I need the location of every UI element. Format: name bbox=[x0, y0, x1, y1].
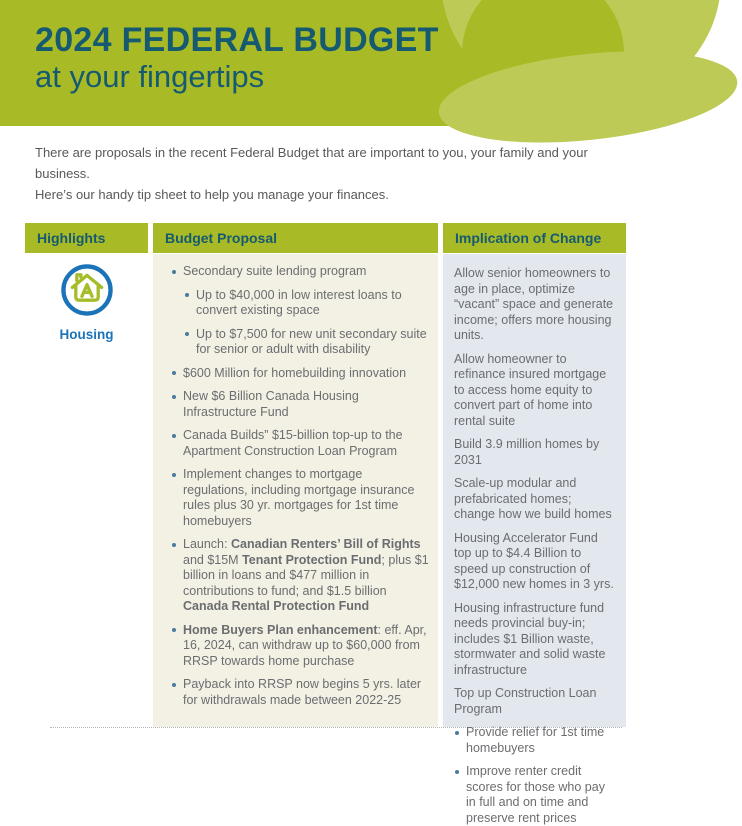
implication-paragraph: Allow homeowner to refinance insured mortgage to access home equity to convert part of home into rental suite bbox=[454, 351, 607, 428]
implication-paragraph: Build 3.9 million homes by 2031 bbox=[454, 437, 600, 467]
intro-line-1: There are proposals in the recent Federal Budget that are important to you, your family and your business. bbox=[35, 145, 588, 181]
implication-paragraph: Top up Construction Loan Program bbox=[454, 686, 597, 716]
implication-paragraph: Housing infrastructure fund needs provincial buy-in; includes $1 Billion waste, stormwater and solid waste infrastructure bbox=[454, 600, 606, 677]
proposal-bullet: Payback into RRSP now begins 5 yrs. later for withdrawals made between 2022-25 bbox=[171, 677, 430, 708]
page-subtitle: at your fingertips bbox=[35, 59, 265, 94]
implication-paragraph: Allow senior homeowners to age in place, optimize “vacant” space and generate income; offers more housing units. bbox=[454, 266, 614, 342]
proposal-sub-bullet: Up to $7,500 for new unit secondary suite for senior or adult with disability bbox=[184, 327, 430, 358]
implication-paragraph: Scale-up modular and prefabricated homes; change how we build homes bbox=[454, 476, 612, 521]
intro-line-2: Here’s our handy tip sheet to help you manage your finances. bbox=[35, 187, 389, 202]
table-header-row bbox=[25, 223, 626, 253]
implication-bullet: Improve renter credit scores for those who pay in full and on time and preserve rent prices bbox=[454, 764, 614, 826]
implication-cell bbox=[443, 254, 626, 825]
budget-table bbox=[25, 223, 626, 825]
header-budget-proposal: Budget Proposal bbox=[153, 223, 438, 253]
proposal-list bbox=[171, 264, 430, 708]
proposal-bullet: Secondary suite lending program bbox=[171, 264, 430, 280]
proposal-bullet: Canada Builds” $15-billion top-up to the Apartment Construction Loan Program bbox=[171, 428, 430, 459]
proposal-sub-bullet: Up to $40,000 in low interest loans to convert existing space bbox=[184, 288, 430, 319]
proposal-bullet: New $6 Billion Canada Housing Infrastructure Fund bbox=[171, 389, 430, 420]
header-highlights: Highlights bbox=[25, 223, 148, 253]
table-body-row bbox=[25, 254, 626, 825]
proposal-bullet: Home Buyers Plan enhancement: eff. Apr, 16, 2024, can withdraw up to $60,000 from RRSP towards home purchase bbox=[171, 623, 430, 670]
header-implication-of-change: Implication of Change bbox=[443, 223, 626, 253]
page-title: 2024 FEDERAL BUDGET bbox=[35, 21, 439, 59]
implication-paragraph: Housing Accelerator Fund top up to $4.4 Billion to speed up construction of $12,000 new homes in 3 yrs. bbox=[454, 530, 614, 591]
proposal-bullet: Launch: Canadian Renters’ Bill of Rights and $15M Tenant Protection Fund; plus $1 billion in loans and $477 million in contributions to fund; and $1.5 billion Canada Rental Protection Fund bbox=[171, 537, 430, 615]
highlight-label: Housing bbox=[59, 327, 114, 342]
budget-proposal-cell bbox=[153, 254, 438, 727]
proposal-bullet: Implement changes to mortgage regulations, including mortgage insurance rules plus 30 yr. mortgages for 1st time homebuyers bbox=[171, 467, 430, 529]
implication-list bbox=[454, 266, 614, 826]
house-icon bbox=[59, 262, 115, 318]
highlight-cell bbox=[25, 254, 148, 727]
banner bbox=[0, 0, 651, 126]
implication-bullet: Provide relief for 1st time homebuyers bbox=[454, 725, 614, 756]
proposal-bullet: $600 Million for homebuilding innovation bbox=[171, 366, 430, 382]
